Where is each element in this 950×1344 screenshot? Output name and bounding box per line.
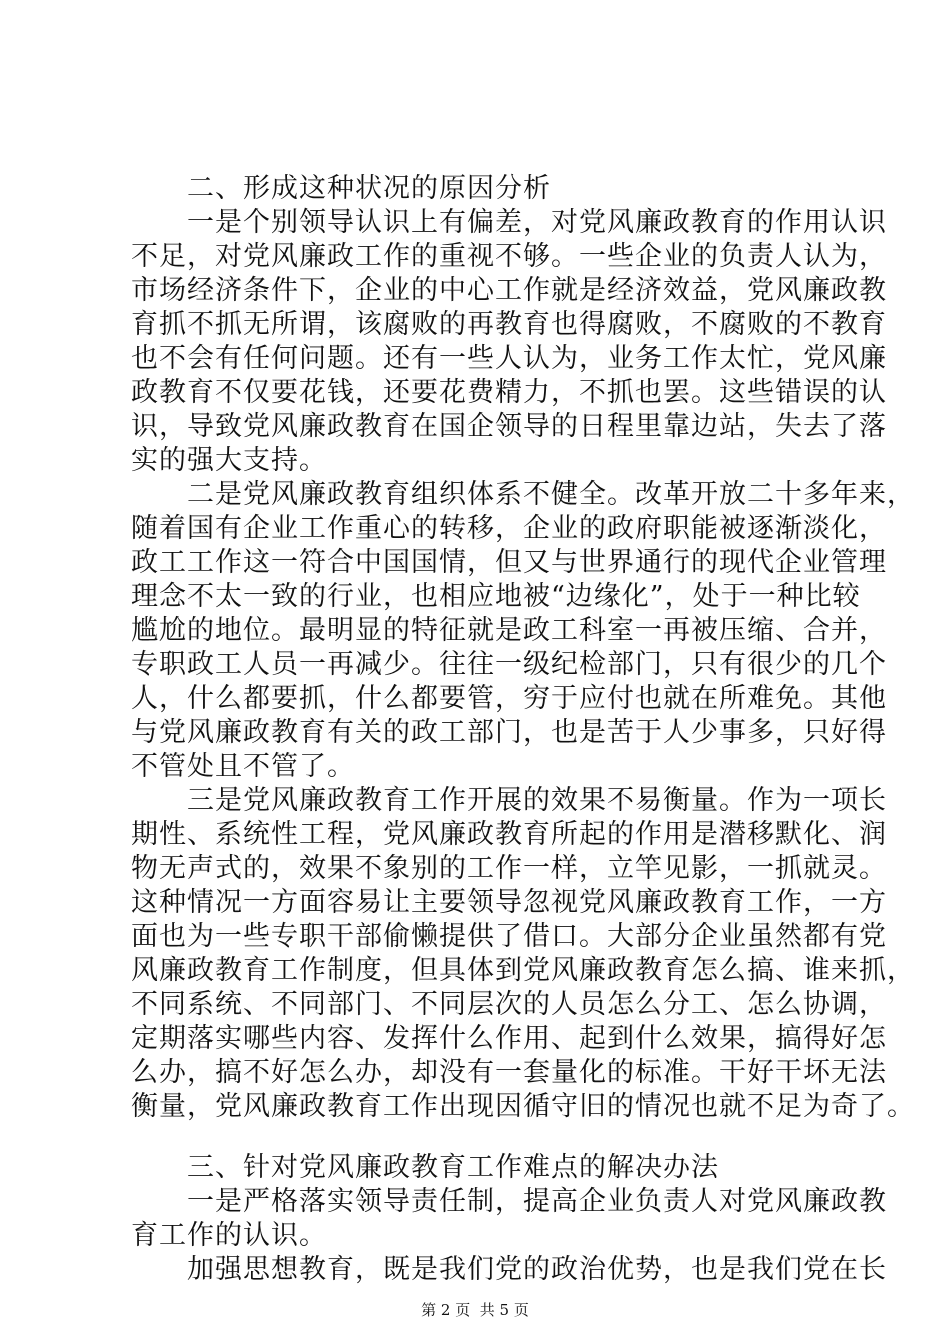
text-line: 期性、系统性工程，党风廉政教育所起的作用是潜移默化、润 (131, 819, 887, 850)
section-heading: 三、针对党风廉政教育工作难点的解决办法 (131, 1152, 719, 1183)
text-line: 一是个别领导认识上有偏差，对党风廉政教育的作用认识 (131, 207, 887, 238)
page-number-footer: 第 2 页 共 5 页 (421, 1301, 529, 1319)
text-line: 衡量，党风廉政教育工作出现因循守旧的情况也就不足为奇了。 (131, 1091, 915, 1122)
text-line: 三是党风廉政教育工作开展的效果不易衡量。作为一项长 (131, 785, 887, 816)
text-line: 政工工作这一符合中国国情，但又与世界通行的现代企业管理 (131, 547, 887, 578)
text-line: 不管处且不管了。 (131, 751, 355, 782)
text-line: 物无声式的，效果不象别的工作一样，立竿见影，一抓就灵。 (131, 853, 887, 884)
text-line: 随着国有企业工作重心的转移，企业的政府职能被逐渐淡化， (131, 513, 887, 544)
text-line: 么办，搞不好怎么办，却没有一套量化的标准。干好干坏无法 (131, 1057, 887, 1088)
text-line: 风廉政教育工作制度，但具体到党风廉政教育怎么搞、谁来抓， (131, 955, 915, 986)
text-line: 定期落实哪些内容、发挥什么作用、起到什么效果，搞得好怎 (131, 1023, 887, 1054)
text-line: 实的强大支持。 (131, 445, 327, 476)
text-line: 也不会有任何问题。还有一些人认为，业务工作太忙，党风廉 (131, 343, 887, 374)
text-line: 加强思想教育，既是我们党的政治优势，也是我们党在长 (131, 1254, 887, 1285)
text-line: 不同系统、不同部门、不同层次的人员怎么分工、怎么协调， (131, 989, 887, 1020)
text-line: 育抓不抓无所谓，该腐败的再教育也得腐败，不腐败的不教育 (131, 309, 887, 340)
text-line: 与党风廉政教育有关的政工部门，也是苦于人少事多，只好得 (131, 717, 887, 748)
text-line: 这种情况一方面容易让主要领导忽视党风廉政教育工作，一方 (131, 887, 887, 918)
text-line: 理念不太一致的行业，也相应地被“边缘化”，处于一种比较 (131, 581, 861, 612)
text-line: 不足，对党风廉政工作的重视不够。一些企业的负责人认为， (131, 241, 887, 272)
text-line: 人，什么都要抓，什么都要管，穷于应付也就在所难免。其他 (131, 683, 887, 714)
text-line: 尴尬的地位。最明显的特征就是政工科室一再被压缩、合并， (131, 615, 887, 646)
text-line: 政教育不仅要花钱，还要花费精力，不抓也罢。这些错误的认 (131, 377, 887, 408)
text-line: 育工作的认识。 (131, 1220, 327, 1251)
text-line: 专职政工人员一再减少。往往一级纪检部门，只有很少的几个 (131, 649, 887, 680)
text-line: 一是严格落实领导责任制，提高企业负责人对党风廉政教 (131, 1186, 887, 1217)
text-line: 二是党风廉政教育组织体系不健全。改革开放二十多年来， (131, 479, 915, 510)
text-line: 面也为一些专职干部偷懒提供了借口。大部分企业虽然都有党 (131, 921, 887, 952)
text-line: 市场经济条件下，企业的中心工作就是经济效益，党风廉政教 (131, 275, 887, 306)
text-line: 二、形成这种状况的原因分析 (131, 173, 551, 204)
text-line: 识，导致党风廉政教育在国企领导的日程里靠边站，失去了落 (131, 411, 887, 442)
